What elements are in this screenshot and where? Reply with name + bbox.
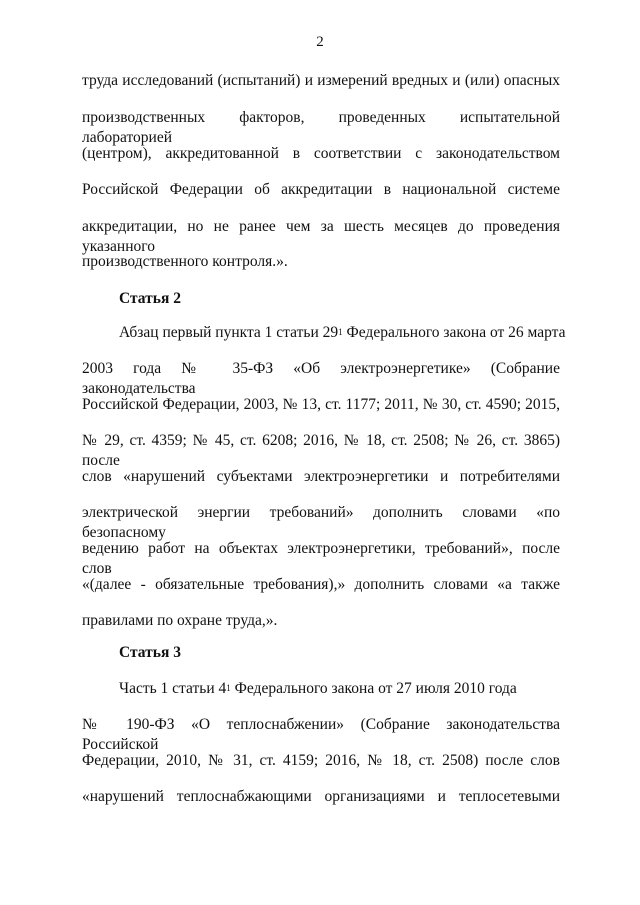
article-heading: Статья 2: [119, 290, 181, 307]
text-line: слов «нарушений субъектами электроэнергетики и потребителями: [82, 468, 560, 485]
text-line: Федерации, 2010, № 31, ст. 4159; 2016, № 18, ст. 2508) после слов: [82, 752, 560, 769]
text-fragment: Часть 1 статьи 4: [119, 680, 227, 697]
text-line: № 29, ст. 4359; № 45, ст. 6208; 2016, № 18, ст. 2508; № 26, ст. 3865) после: [82, 432, 560, 469]
text-fragment: Федерального закона от 27 июля 2010 года: [230, 680, 517, 697]
text-line: 2003 года № 35-ФЗ «Об электроэнергетике» (Собрание законодательства: [82, 360, 560, 397]
text-line: производственного контроля.».: [82, 253, 288, 270]
superscript: 1: [338, 327, 343, 337]
text-line: «нарушений теплоснабжающими организациями и теплосетевыми: [82, 788, 560, 805]
text-line: [119, 323, 566, 343]
text-line: Российской Федерации об аккредитации в национальной системе: [82, 181, 560, 198]
superscript: 1: [226, 683, 231, 693]
text-line: № 190-ФЗ «О теплоснабжении» (Собрание законодательства Российской: [82, 716, 560, 753]
text-fragment: Федерального закона от 26 марта: [342, 324, 566, 341]
text-line: труда исследований (испытаний) и измерений вредных и (или) опасных: [82, 72, 560, 89]
text-line: электрической энергии требований» дополнить словами «по безопасному: [82, 504, 560, 541]
text-line: [119, 679, 560, 699]
text-line: (центром), аккредитованной в соответствии с законодательством: [82, 145, 560, 162]
text-line: производственных факторов, проведенных испытательной лабораторией: [82, 109, 560, 146]
text-line: «(далее - обязательные требования),» дополнить словами «а также: [82, 576, 560, 593]
text-line: правилами по охране труда,».: [82, 612, 278, 629]
text-line: аккредитации, но не ранее чем за шесть месяцев до проведения указанного: [82, 218, 560, 255]
text-line: ведению работ на объектах электроэнергетики, требований», после слов: [82, 540, 560, 577]
text-line: Российской Федерации, 2003, № 13, ст. 1177; 2011, № 30, ст. 4590; 2015,: [82, 396, 560, 413]
page-number: 2: [316, 34, 324, 50]
text-fragment: Абзац первый пункта 1 статьи 29: [119, 324, 339, 341]
article-heading: Статья 3: [119, 644, 181, 661]
